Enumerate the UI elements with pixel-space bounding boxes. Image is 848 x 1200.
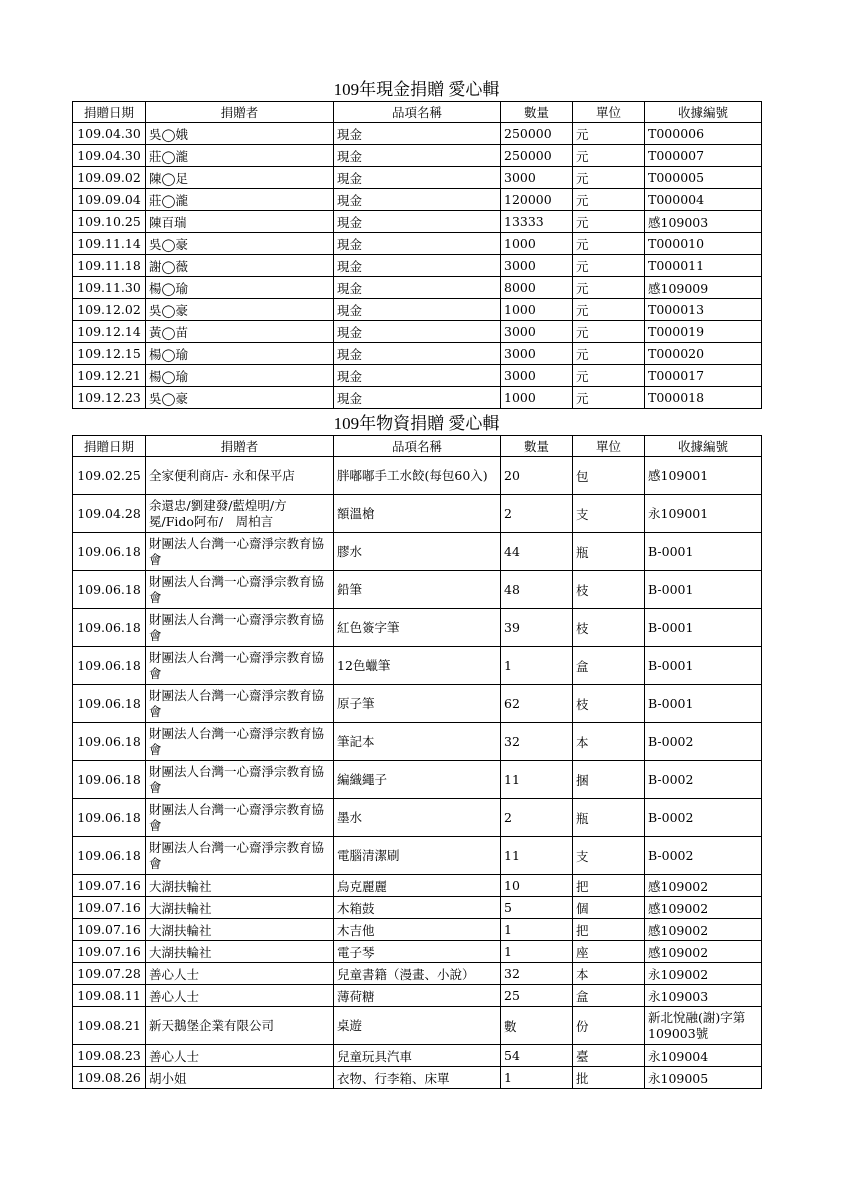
cell-donor: 余還忠/劉建發/藍煌明/方冕/Fido阿布/ 周柏言 bbox=[146, 495, 334, 533]
cell-quantity: 10 bbox=[501, 875, 573, 897]
header-date: 捐贈日期 bbox=[73, 436, 146, 457]
cell-donor: 大湖扶輪社 bbox=[146, 897, 334, 919]
cell-item: 現金 bbox=[334, 299, 501, 321]
cell-date: 109.11.14 bbox=[73, 233, 146, 255]
cell-quantity: 1 bbox=[501, 941, 573, 963]
cell-date: 109.04.28 bbox=[73, 495, 146, 533]
cell-unit: 批 bbox=[573, 1067, 645, 1089]
cell-item: 現金 bbox=[334, 277, 501, 299]
cell-unit: 元 bbox=[573, 189, 645, 211]
cell-date: 109.08.26 bbox=[73, 1067, 146, 1089]
cell-date: 109.02.25 bbox=[73, 457, 146, 495]
cell-donor: 善心人士 bbox=[146, 985, 334, 1007]
cell-quantity: 25 bbox=[501, 985, 573, 1007]
cell-receipt: 感109002 bbox=[645, 897, 762, 919]
cell-quantity: 3000 bbox=[501, 343, 573, 365]
cell-quantity: 120000 bbox=[501, 189, 573, 211]
cell-unit: 元 bbox=[573, 387, 645, 409]
table-row bbox=[73, 189, 762, 211]
cell-unit: 盒 bbox=[573, 647, 645, 685]
cell-date: 109.06.18 bbox=[73, 647, 146, 685]
cell-item: 現金 bbox=[334, 233, 501, 255]
header-date: 捐贈日期 bbox=[73, 102, 146, 123]
cell-date: 109.06.18 bbox=[73, 609, 146, 647]
cell-donor: 莊◯瀧 bbox=[146, 145, 334, 167]
header-item: 品項名稱 bbox=[334, 436, 501, 457]
cell-quantity: 2 bbox=[501, 495, 573, 533]
cell-quantity: 39 bbox=[501, 609, 573, 647]
cell-date: 109.06.18 bbox=[73, 685, 146, 723]
header-donor: 捐贈者 bbox=[146, 102, 334, 123]
cell-unit: 盒 bbox=[573, 985, 645, 1007]
table-row bbox=[73, 533, 762, 571]
cell-item: 現金 bbox=[334, 365, 501, 387]
cell-item: 現金 bbox=[334, 145, 501, 167]
table-row bbox=[73, 571, 762, 609]
cell-receipt: T000013 bbox=[645, 299, 762, 321]
cell-receipt: 永109005 bbox=[645, 1067, 762, 1089]
table-row bbox=[73, 1067, 762, 1089]
goods-donation-table bbox=[72, 435, 762, 1089]
table-row bbox=[73, 897, 762, 919]
cell-donor: 新天鵝堡企業有限公司 bbox=[146, 1007, 334, 1045]
cell-date: 109.06.18 bbox=[73, 533, 146, 571]
cell-receipt: B-0001 bbox=[645, 571, 762, 609]
cell-item: 鉛筆 bbox=[334, 571, 501, 609]
table-row bbox=[73, 457, 762, 495]
cell-quantity: 1000 bbox=[501, 233, 573, 255]
cell-receipt: B-0001 bbox=[645, 647, 762, 685]
table-row bbox=[73, 685, 762, 723]
cell-quantity: 13333 bbox=[501, 211, 573, 233]
cell-quantity: 1 bbox=[501, 647, 573, 685]
table-row bbox=[73, 875, 762, 897]
cell-date: 109.08.11 bbox=[73, 985, 146, 1007]
cell-quantity: 3000 bbox=[501, 365, 573, 387]
cell-date: 109.12.02 bbox=[73, 299, 146, 321]
cell-item: 墨水 bbox=[334, 799, 501, 837]
cell-unit: 元 bbox=[573, 343, 645, 365]
cell-quantity: 48 bbox=[501, 571, 573, 609]
cell-date: 109.09.02 bbox=[73, 167, 146, 189]
cell-unit: 元 bbox=[573, 299, 645, 321]
cell-donor: 善心人士 bbox=[146, 1045, 334, 1067]
table-row bbox=[73, 321, 762, 343]
cell-date: 109.08.23 bbox=[73, 1045, 146, 1067]
cell-item: 木箱鼓 bbox=[334, 897, 501, 919]
cash-donation-table bbox=[72, 101, 762, 409]
table-row bbox=[73, 167, 762, 189]
cell-receipt: B-0002 bbox=[645, 799, 762, 837]
header-receipt: 收據編號 bbox=[645, 436, 762, 457]
cell-unit: 包 bbox=[573, 457, 645, 495]
table-row bbox=[73, 365, 762, 387]
cell-unit: 座 bbox=[573, 941, 645, 963]
table-row bbox=[73, 647, 762, 685]
cell-item: 現金 bbox=[334, 343, 501, 365]
cell-item: 額溫槍 bbox=[334, 495, 501, 533]
cell-donor: 全家便利商店- 永和保平店 bbox=[146, 457, 334, 495]
cell-donor: 大湖扶輪社 bbox=[146, 919, 334, 941]
cell-quantity: 20 bbox=[501, 457, 573, 495]
cell-donor: 財團法人台灣一心齋淨宗教育協會 bbox=[146, 609, 334, 647]
cell-unit: 支 bbox=[573, 495, 645, 533]
cell-unit: 元 bbox=[573, 255, 645, 277]
cell-item: 原子筆 bbox=[334, 685, 501, 723]
header-quantity: 數量 bbox=[501, 102, 573, 123]
cell-receipt: 感109001 bbox=[645, 457, 762, 495]
cell-receipt: 永109003 bbox=[645, 985, 762, 1007]
cell-date: 109.12.15 bbox=[73, 343, 146, 365]
cell-unit: 本 bbox=[573, 963, 645, 985]
cell-item: 現金 bbox=[334, 167, 501, 189]
cell-item: 現金 bbox=[334, 211, 501, 233]
cell-date: 109.12.21 bbox=[73, 365, 146, 387]
cell-donor: 財團法人台灣一心齋淨宗教育協會 bbox=[146, 571, 334, 609]
table-row bbox=[73, 343, 762, 365]
cell-donor: 財團法人台灣一心齋淨宗教育協會 bbox=[146, 685, 334, 723]
cell-quantity: 54 bbox=[501, 1045, 573, 1067]
cell-unit: 枝 bbox=[573, 609, 645, 647]
table-row bbox=[73, 963, 762, 985]
table-row bbox=[73, 799, 762, 837]
cell-item: 桌遊 bbox=[334, 1007, 501, 1045]
cell-donor: 善心人士 bbox=[146, 963, 334, 985]
cell-receipt: 感109003 bbox=[645, 211, 762, 233]
cell-date: 109.07.16 bbox=[73, 941, 146, 963]
cell-item: 膠水 bbox=[334, 533, 501, 571]
cell-unit: 元 bbox=[573, 145, 645, 167]
cell-quantity: 3000 bbox=[501, 255, 573, 277]
cash-table-body bbox=[73, 123, 762, 409]
cell-receipt: T000020 bbox=[645, 343, 762, 365]
table-row bbox=[73, 123, 762, 145]
cell-date: 109.06.18 bbox=[73, 761, 146, 799]
cell-item: 現金 bbox=[334, 255, 501, 277]
cell-item: 電腦清潔刷 bbox=[334, 837, 501, 875]
goods-table-body bbox=[73, 457, 762, 1089]
cell-unit: 把 bbox=[573, 919, 645, 941]
cell-donor: 吳◯娥 bbox=[146, 123, 334, 145]
cell-item: 現金 bbox=[334, 123, 501, 145]
cell-item: 12色蠟筆 bbox=[334, 647, 501, 685]
header-quantity: 數量 bbox=[501, 436, 573, 457]
cell-quantity: 3000 bbox=[501, 321, 573, 343]
cell-quantity: 數 bbox=[501, 1007, 573, 1045]
cell-receipt: B-0001 bbox=[645, 609, 762, 647]
header-donor: 捐贈者 bbox=[146, 436, 334, 457]
cell-date: 109.07.16 bbox=[73, 875, 146, 897]
cell-unit: 把 bbox=[573, 875, 645, 897]
cell-receipt: T000007 bbox=[645, 145, 762, 167]
cell-date: 109.07.16 bbox=[73, 897, 146, 919]
cell-date: 109.09.04 bbox=[73, 189, 146, 211]
cell-donor: 楊◯瑜 bbox=[146, 277, 334, 299]
cell-item: 胖嘟嘟手工水餃(每包60入) bbox=[334, 457, 501, 495]
cell-date: 109.06.18 bbox=[73, 723, 146, 761]
cell-item: 筆記本 bbox=[334, 723, 501, 761]
cell-date: 109.12.14 bbox=[73, 321, 146, 343]
cell-item: 兒童玩具汽車 bbox=[334, 1045, 501, 1067]
cell-date: 109.07.16 bbox=[73, 919, 146, 941]
cell-receipt: T000017 bbox=[645, 365, 762, 387]
cell-receipt: T000010 bbox=[645, 233, 762, 255]
cell-date: 109.07.28 bbox=[73, 963, 146, 985]
cell-receipt: B-0002 bbox=[645, 761, 762, 799]
header-receipt: 收據編號 bbox=[645, 102, 762, 123]
cell-date: 109.11.18 bbox=[73, 255, 146, 277]
cell-date: 109.06.18 bbox=[73, 571, 146, 609]
cell-quantity: 32 bbox=[501, 723, 573, 761]
table-row bbox=[73, 609, 762, 647]
cell-unit: 元 bbox=[573, 277, 645, 299]
cell-unit: 元 bbox=[573, 167, 645, 189]
cell-quantity: 1 bbox=[501, 919, 573, 941]
cell-receipt: T000004 bbox=[645, 189, 762, 211]
cell-quantity: 1 bbox=[501, 1067, 573, 1089]
cell-donor: 吳◯豪 bbox=[146, 233, 334, 255]
cell-donor: 陳百瑞 bbox=[146, 211, 334, 233]
cell-donor: 財團法人台灣一心齋淨宗教育協會 bbox=[146, 533, 334, 571]
cell-donor: 大湖扶輪社 bbox=[146, 875, 334, 897]
goods-section-title: 109年物資捐贈 愛心輯 bbox=[333, 414, 500, 433]
cell-receipt: B-0001 bbox=[645, 533, 762, 571]
cell-unit: 元 bbox=[573, 211, 645, 233]
cell-item: 現金 bbox=[334, 387, 501, 409]
cell-donor: 吳◯豪 bbox=[146, 387, 334, 409]
cell-quantity: 3000 bbox=[501, 167, 573, 189]
table-row bbox=[73, 941, 762, 963]
cell-donor: 財團法人台灣一心齋淨宗教育協會 bbox=[146, 723, 334, 761]
cell-unit: 個 bbox=[573, 897, 645, 919]
cell-receipt: T000019 bbox=[645, 321, 762, 343]
cell-date: 109.08.21 bbox=[73, 1007, 146, 1045]
cell-item: 薄荷糖 bbox=[334, 985, 501, 1007]
cell-date: 109.06.18 bbox=[73, 799, 146, 837]
cell-receipt: T000018 bbox=[645, 387, 762, 409]
cell-date: 109.11.30 bbox=[73, 277, 146, 299]
header-item: 品項名稱 bbox=[334, 102, 501, 123]
table-row bbox=[73, 761, 762, 799]
cell-quantity: 250000 bbox=[501, 145, 573, 167]
table-row bbox=[73, 387, 762, 409]
cell-unit: 枝 bbox=[573, 685, 645, 723]
cell-unit: 本 bbox=[573, 723, 645, 761]
cell-donor: 黃◯苗 bbox=[146, 321, 334, 343]
cell-unit: 份 bbox=[573, 1007, 645, 1045]
cell-receipt: 永109004 bbox=[645, 1045, 762, 1067]
cell-receipt: T000005 bbox=[645, 167, 762, 189]
document-sheet bbox=[72, 79, 761, 1089]
cell-donor: 財團法人台灣一心齋淨宗教育協會 bbox=[146, 761, 334, 799]
table-row bbox=[73, 299, 762, 321]
cell-quantity: 11 bbox=[501, 761, 573, 799]
cell-date: 109.04.30 bbox=[73, 145, 146, 167]
cell-quantity: 1000 bbox=[501, 299, 573, 321]
cell-item: 電子琴 bbox=[334, 941, 501, 963]
cell-date: 109.12.23 bbox=[73, 387, 146, 409]
cell-receipt: 永109001 bbox=[645, 495, 762, 533]
table-header-row bbox=[73, 102, 762, 123]
table-row bbox=[73, 145, 762, 167]
cell-receipt: 永109002 bbox=[645, 963, 762, 985]
cell-quantity: 250000 bbox=[501, 123, 573, 145]
cell-donor: 楊◯瑜 bbox=[146, 365, 334, 387]
cell-unit: 臺 bbox=[573, 1045, 645, 1067]
cell-quantity: 8000 bbox=[501, 277, 573, 299]
cell-unit: 瓶 bbox=[573, 533, 645, 571]
cell-donor: 吳◯豪 bbox=[146, 299, 334, 321]
table-header-row bbox=[73, 436, 762, 457]
cell-item: 紅色簽字筆 bbox=[334, 609, 501, 647]
table-row bbox=[73, 723, 762, 761]
table-row bbox=[73, 919, 762, 941]
cell-item: 烏克麗麗 bbox=[334, 875, 501, 897]
cell-receipt: B-0002 bbox=[645, 723, 762, 761]
table-row bbox=[73, 985, 762, 1007]
header-unit: 單位 bbox=[573, 102, 645, 123]
cell-receipt: B-0001 bbox=[645, 685, 762, 723]
table-row bbox=[73, 255, 762, 277]
cell-donor: 謝◯薇 bbox=[146, 255, 334, 277]
cell-receipt: T000006 bbox=[645, 123, 762, 145]
cell-donor: 莊◯瀧 bbox=[146, 189, 334, 211]
cell-receipt: T000011 bbox=[645, 255, 762, 277]
cell-item: 木吉他 bbox=[334, 919, 501, 941]
cell-donor: 財團法人台灣一心齋淨宗教育協會 bbox=[146, 799, 334, 837]
cell-item: 兒童書籍（漫畫、小說） bbox=[334, 963, 501, 985]
table-row bbox=[73, 1007, 762, 1045]
cell-unit: 元 bbox=[573, 123, 645, 145]
table-row bbox=[73, 233, 762, 255]
cell-unit: 捆 bbox=[573, 761, 645, 799]
table-row bbox=[73, 1045, 762, 1067]
cell-receipt: B-0002 bbox=[645, 837, 762, 875]
cell-date: 109.10.25 bbox=[73, 211, 146, 233]
cell-donor: 胡小姐 bbox=[146, 1067, 334, 1089]
cell-quantity: 11 bbox=[501, 837, 573, 875]
cell-unit: 元 bbox=[573, 321, 645, 343]
cell-item: 編織繩子 bbox=[334, 761, 501, 799]
cell-unit: 元 bbox=[573, 365, 645, 387]
cell-receipt: 新北悅融(謝)字第109003號 bbox=[645, 1007, 762, 1045]
cell-receipt: 感109002 bbox=[645, 875, 762, 897]
cell-receipt: 感109002 bbox=[645, 941, 762, 963]
cell-donor: 財團法人台灣一心齋淨宗教育協會 bbox=[146, 837, 334, 875]
cell-unit: 瓶 bbox=[573, 799, 645, 837]
cell-quantity: 62 bbox=[501, 685, 573, 723]
cell-unit: 元 bbox=[573, 233, 645, 255]
cell-item: 現金 bbox=[334, 321, 501, 343]
cell-quantity: 32 bbox=[501, 963, 573, 985]
table-row bbox=[73, 211, 762, 233]
cell-receipt: 感109009 bbox=[645, 277, 762, 299]
table-row bbox=[73, 277, 762, 299]
cell-quantity: 44 bbox=[501, 533, 573, 571]
cell-donor: 大湖扶輪社 bbox=[146, 941, 334, 963]
cell-unit: 枝 bbox=[573, 571, 645, 609]
cell-donor: 楊◯瑜 bbox=[146, 343, 334, 365]
table-row bbox=[73, 837, 762, 875]
cell-item: 現金 bbox=[334, 189, 501, 211]
cell-item: 衣物、行李箱、床單 bbox=[334, 1067, 501, 1089]
cell-donor: 陳◯足 bbox=[146, 167, 334, 189]
cell-donor: 財團法人台灣一心齋淨宗教育協會 bbox=[146, 647, 334, 685]
cell-quantity: 1000 bbox=[501, 387, 573, 409]
cell-receipt: 感109002 bbox=[645, 919, 762, 941]
cell-quantity: 2 bbox=[501, 799, 573, 837]
cell-date: 109.06.18 bbox=[73, 837, 146, 875]
cash-section-title: 109年現金捐贈 愛心輯 bbox=[333, 80, 500, 99]
cell-unit: 支 bbox=[573, 837, 645, 875]
cell-quantity: 5 bbox=[501, 897, 573, 919]
cell-date: 109.04.30 bbox=[73, 123, 146, 145]
table-row bbox=[73, 495, 762, 533]
header-unit: 單位 bbox=[573, 436, 645, 457]
